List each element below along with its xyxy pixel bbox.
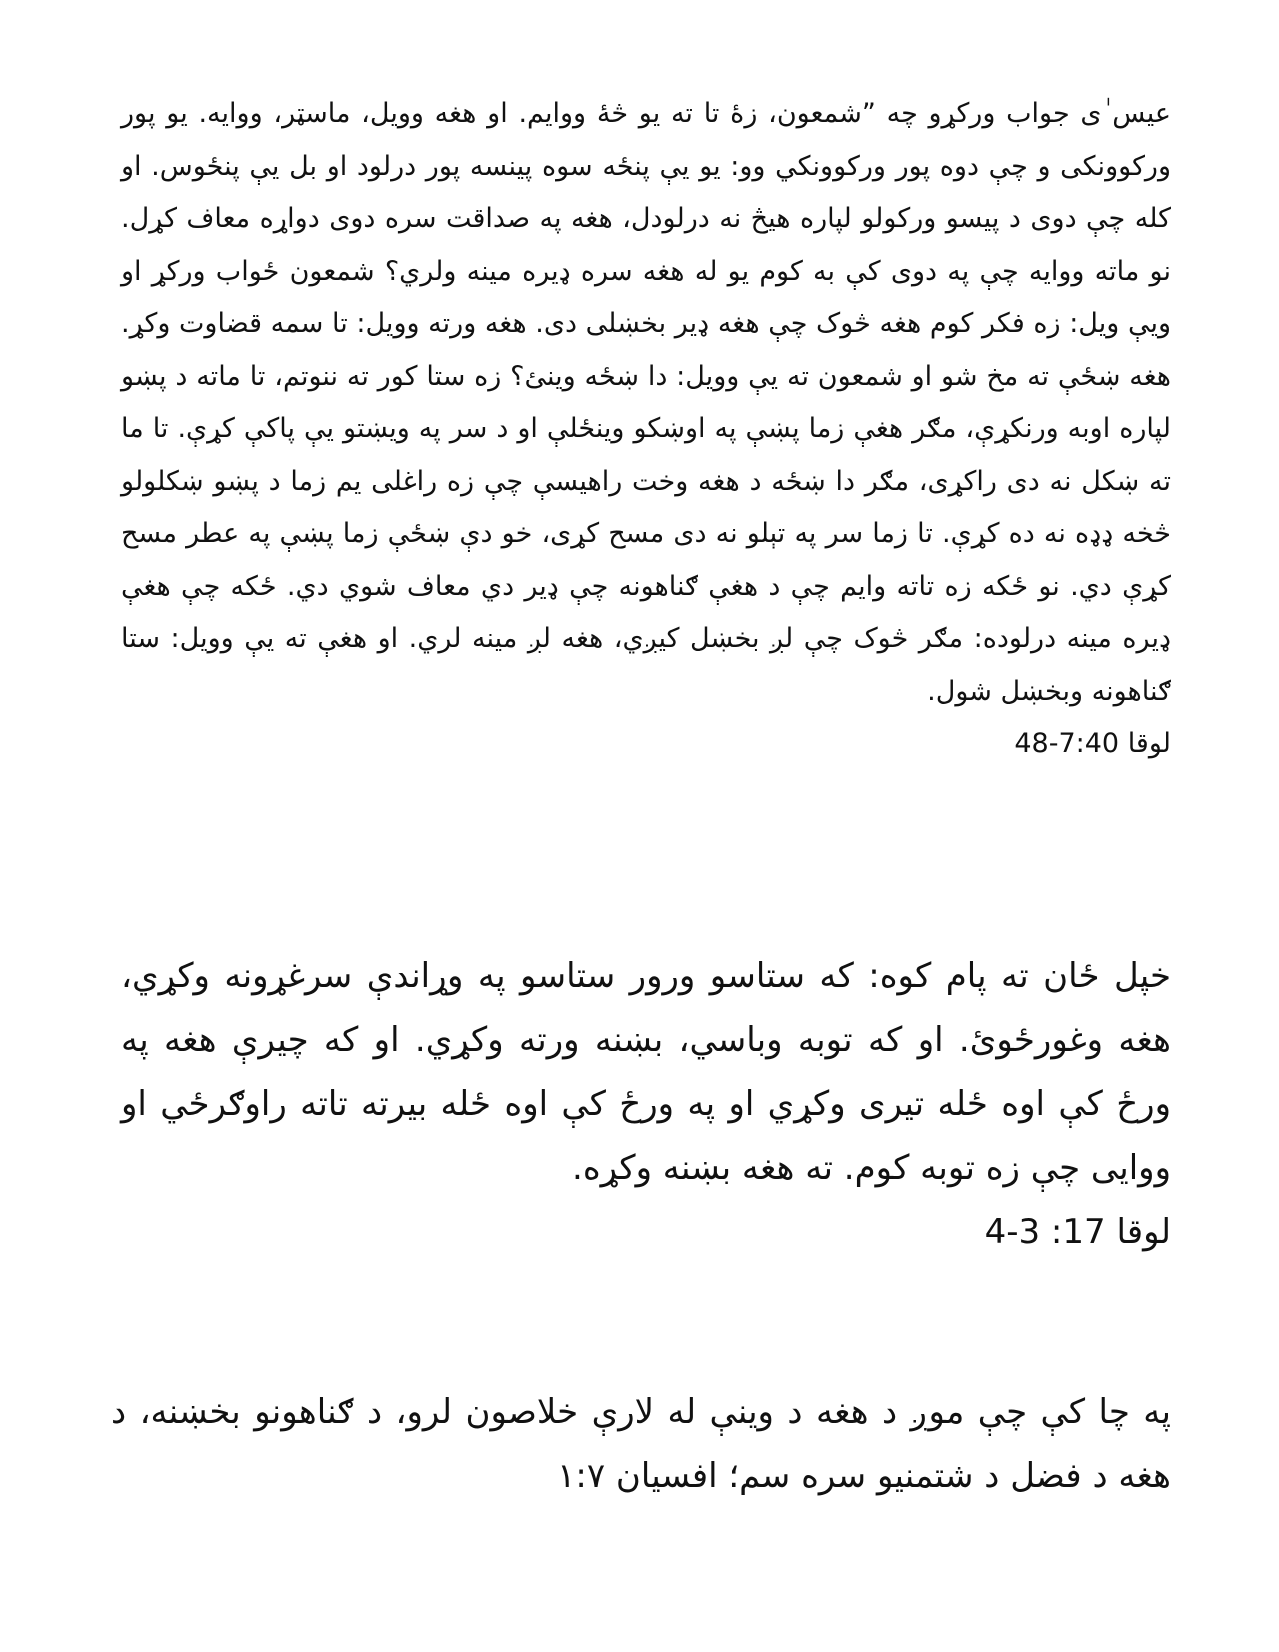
passage-text: په چا کې چې موږ د هغه د وينې له لارې خلاصون لرو، د ګناهونو بخښنه، د هغه د فضل د شتمنيو سره سم؛ افسيان ۱:۷ (111, 1392, 1171, 1496)
passage-text: خپل ځان ته پام کوه: که ستاسو ورور ستاسو په وړاندې سرغړونه وکړي، هغه وغورځوئ. او که توبه وباسي، بښنه ورته وکړي. او که چیرې هغه په ورځ کې اوه ځله تیری وکړي او په ورځ کې اوه ځله بیرته تاته راوګرځي او ووایی چې زه توبه کوم. ته هغه بښنه وکړه. (121, 956, 1171, 1188)
passage-luke-17 (121, 944, 1171, 1264)
scripture-reference: لوقا 7:40-48 (1014, 728, 1171, 759)
scripture-reference: لوقا 17: 3-4 (984, 1212, 1171, 1252)
passage-ephesians-1 (111, 1380, 1171, 1508)
passage-luke-7 (121, 88, 1171, 771)
passage-text: عیس ٰی جواب ورکړو چه ”شمعون، زۀ تا ته یو څۀ ووایم. او هغه وویل، ماسټر، ووايه. يو پور ورکوونکی و چې دوه پور ورکوونکي وو: يو يې پنځه سوه پينسه پور درلود او بل يې پنځوس. او کله چې دوی د پيسو ورکولو لپاره هيڅ نه درلودل، هغه په صداقت سره دوی دواړه معاف کړل. نو ماته ووايه چې په دوی کې به کوم يو له هغه سره ډيره مينه ولري؟ شمعون ځواب ورکړ او ويې ويل: زه فکر کوم هغه څوک چې هغه ډير بخښلی دی. هغه ورته وويل: تا سمه قضاوت وکړ. هغه ښځې ته مخ شو او شمعون ته يې وويل: دا ښځه وينئ؟ زه ستا کور ته ننوتم، تا ماته د پښو لپاره اوبه ورنکړې، مګر هغې زما پښې په اوښکو وينځلې او د سر په ويښتو يې پاکې کړې. تا ما ته ښکل نه دی راکړی، مګر دا ښځه د هغه وخت راهيسې چې زه راغلی يم زما د پښو ښکلولو څخه ډډه نه ده کړې. تا زما سر په تېلو نه دی مسح کړی، خو دې ښځې زما پښې په عطر مسح کړې دي. نو ځکه زه تاته وايم چې د هغې ګناهونه چې ډير دي معاف شوي دي. ځکه چې هغې ډيره مينه درلوده: مګر څوک چې لږ بخښل کيږي، هغه لږ مينه لري. او هغې ته يې وويل: ستا ګناهونه وبخښل شول. (121, 98, 1171, 707)
